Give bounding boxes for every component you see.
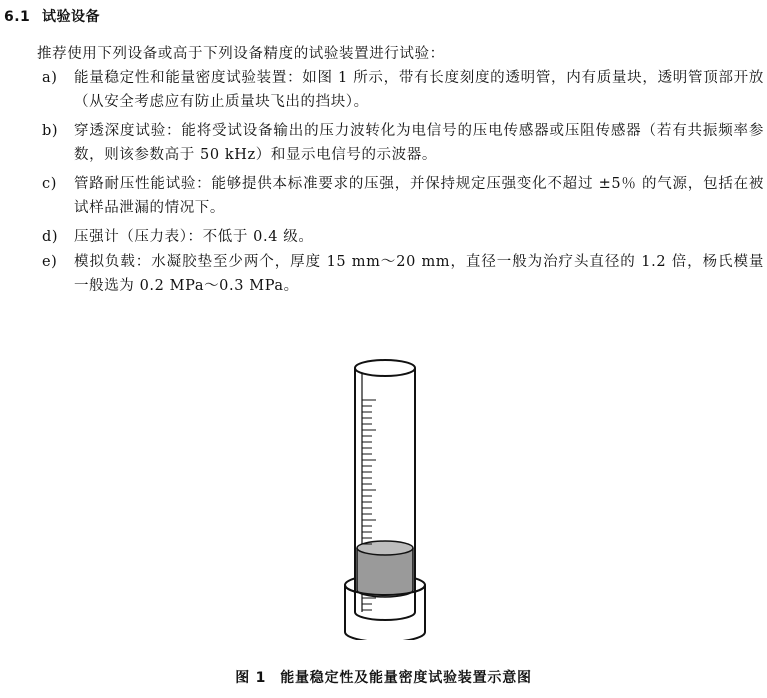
tube-opening	[355, 360, 415, 376]
section-title: 试验设备	[42, 9, 100, 25]
list-item-c	[42, 172, 764, 220]
list-item-label: b)	[42, 123, 59, 139]
list-item-text: 压强计（压力表）：不低于 0.4 级。	[74, 229, 314, 245]
list-item-text: 管路耐压性能试验：能够提供本标准要求的压强，并保持规定压强变化不超过 ±5％ 的气源，包括在被试样品泄漏的情况下。	[74, 176, 764, 216]
list-item-label: c)	[42, 176, 57, 192]
figure-number: 图 1	[235, 670, 267, 686]
list-item-label: d)	[42, 229, 59, 245]
list-item-label: a)	[42, 70, 58, 86]
list-item-e	[42, 250, 764, 298]
transparent-tube-illustration	[330, 350, 440, 640]
test-apparatus-figure	[330, 350, 440, 640]
section-heading	[4, 6, 100, 26]
list-item-text: 穿透深度试验：能将受试设备输出的压力波转化为电信号的压电传感器或压阻传感器（若有共振频率参数，则该参数高于 50 kHz）和显示电信号的示波器。	[74, 123, 764, 163]
section-number: 6.1	[4, 9, 31, 25]
list-item-a	[42, 66, 764, 114]
list-item-label: e)	[42, 254, 58, 270]
figure-caption-text: 能量稳定性及能量密度试验装置示意图	[280, 670, 532, 686]
list-item-text: 模拟负载：水凝胶垫至少两个，厚度 15 mm～20 mm，直径一般为治疗头直径的 1.2 倍，杨氏模量一般选为 0.2 MPa～0.3 MPa。	[74, 254, 764, 294]
intro-paragraph: 推荐使用下列设备或高于下列设备精度的试验装置进行试验：	[37, 46, 445, 62]
list-item-d	[42, 225, 764, 249]
mass-block-top	[357, 541, 413, 555]
figure-caption	[0, 667, 767, 687]
list-item-b	[42, 119, 764, 167]
list-item-text: 能量稳定性和能量密度试验装置：如图 1 所示，带有长度刻度的透明管，内有质量块，透明管顶部开放（从安全考虑应有防止质量块飞出的挡块）。	[74, 70, 764, 110]
